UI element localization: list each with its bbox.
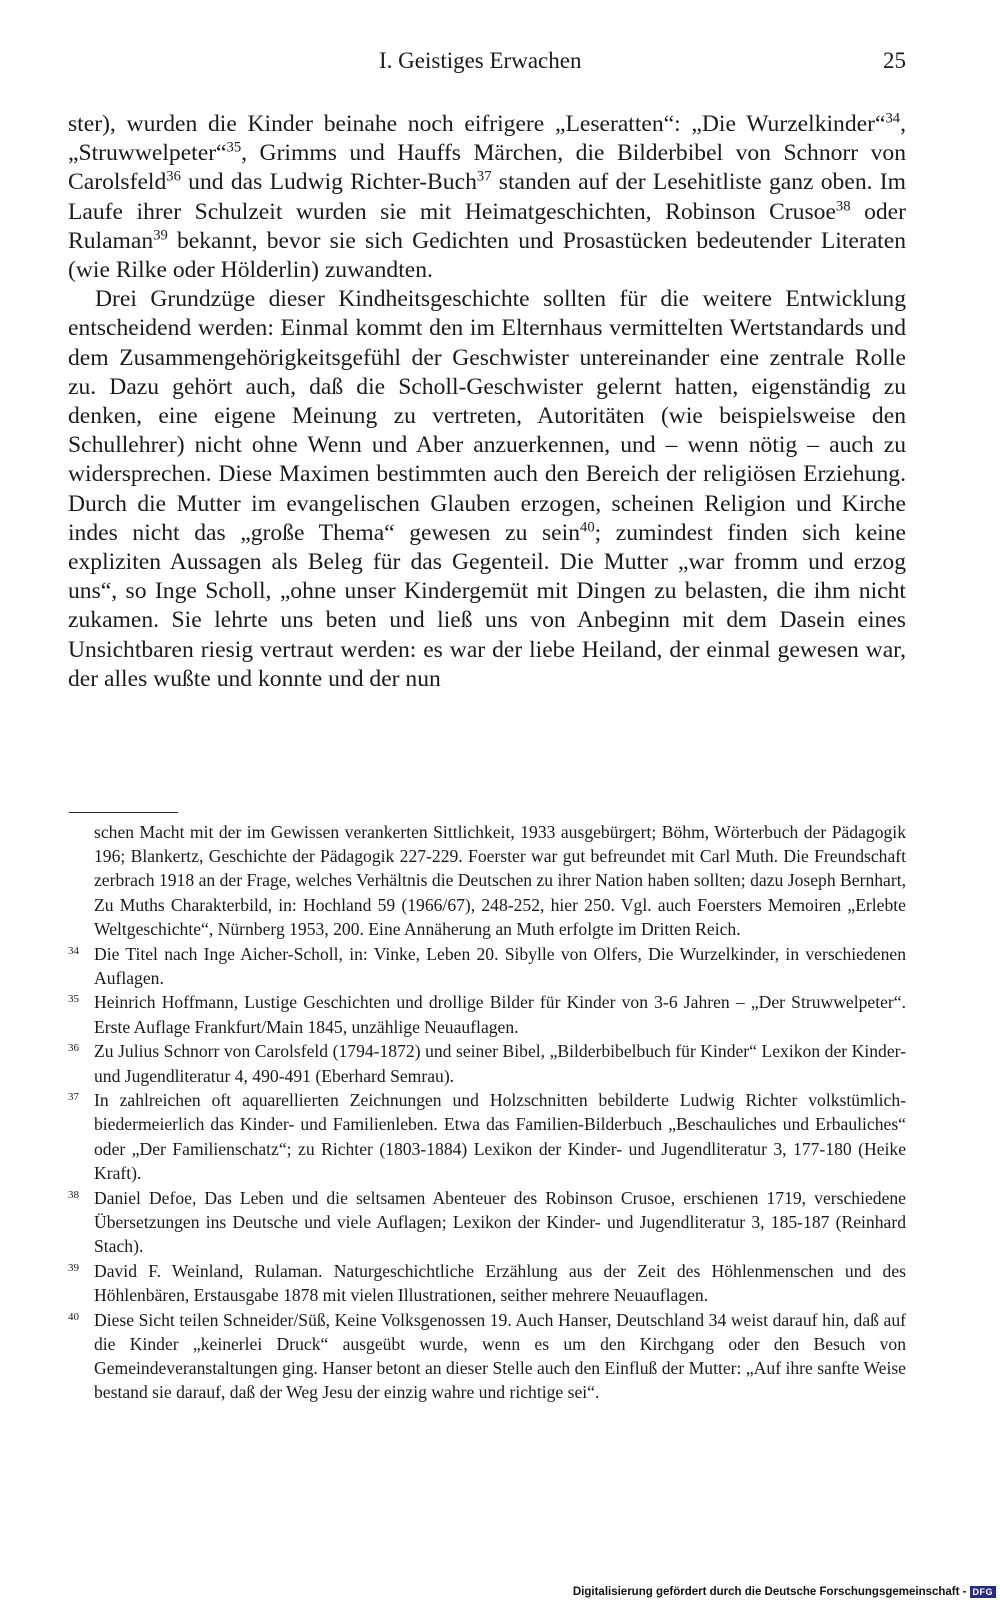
footnote-ref-37[interactable]: 37: [476, 168, 492, 185]
footnote-ref-35[interactable]: 35: [226, 139, 242, 156]
main-text: [68, 110, 906, 694]
footnote-text: Die Titel nach Inge Aicher-Scholl, in: Vinke, Leben 20. Sibylle von Olfers, Die Wurzelkinder, in verschiedenen Auflagen.: [94, 943, 906, 988]
footnote-number: 34: [68, 944, 79, 957]
footnote-text: In zahlreichen oft aquarellierten Zeichnungen und Holzschnitten bebilderte Ludwig Richter volkstümlich-biedermeierlich das Kinder- und Familienleben. Etwa das Familien-Bilderbuch „Beschauliches und Erbauliches“ oder „Der Familienschatz“; zu Richter (1803-1884) Lexikon der Kinder- und Jugendliteratur 3, 177-180 (Heike Kraft).: [94, 1090, 906, 1183]
footnote-40: [68, 1308, 906, 1405]
footnote-ref-40[interactable]: 40: [580, 519, 595, 536]
footnote-35: [68, 990, 906, 1038]
footnotes: [68, 820, 906, 1404]
footnote-34: [68, 942, 906, 990]
footnote-ref-39[interactable]: 39: [153, 227, 168, 244]
footnote-number: 39: [68, 1261, 79, 1274]
footnote-number: 37: [68, 1091, 79, 1104]
footnote-text: Diese Sicht teilen Schneider/Süß, Keine Volksgenossen 19. Auch Hanser, Deutschland 34 weist darauf hin, daß auf die Kinder „keinerlei Druck“ ausgeübt wurde, wenn es um den Kirchgang oder den Besuch von Gemeindeveranstaltungen ging. Hanser betont an dieser Stelle auch den Einfluß der Mutter: „Auf ihre sanfte Weise bestand sie darauf, daß der Weg Jesu der einzig wahre und richtige sei“.: [94, 1309, 906, 1403]
footnote-38: [68, 1186, 906, 1259]
footnote-ref-38[interactable]: 38: [835, 198, 851, 215]
footnote-ref-34[interactable]: 34: [885, 110, 901, 127]
funding-text: Digitalisierung gefördert durch die Deutsche Forschungsgemeinschaft -: [572, 1586, 967, 1598]
page-number: 25: [883, 48, 906, 73]
footnote-number: 40: [68, 1310, 79, 1323]
chapter-title: I. Geistiges Erwachen: [379, 48, 582, 73]
dfg-logo: DFG: [970, 1586, 997, 1598]
footnote-text: David F. Weinland, Rulaman. Naturgeschichtliche Erzählung aus der Zeit des Höhlenmenschen und des Höhlenbären, Erstausgabe 1878 mit vielen Illustrationen, seither mehrere Neuauflagen.: [94, 1260, 906, 1305]
footnote-text: schen Macht mit der im Gewissen verankerten Sittlichkeit, 1933 ausgebürgert; Böhm, Wörterbuch der Pädagogik 196; Blankertz, Geschichte der Pädagogik 227-229. Foerster war gut befreundet mit Carl Muth. Die Freundschaft zerbrach 1918 an der Frage, welches Verhältnis die Deutschen zu ihrer Nation haben sollten; dazu Joseph Bernhart, Zu Muths Charakterbild, in: Hochland 59 (1966/67), 248-252, hier 250. Vgl. auch Foersters Memoiren „Erlebte Weltgeschichte“, Nürnberg 1953, 200. Eine Annäherung an Muth erfolgte im Dritten Reich.: [94, 822, 906, 939]
footnote-number: 35: [68, 993, 79, 1006]
footnote-37: [68, 1088, 906, 1185]
footnote-36: [68, 1039, 906, 1087]
footnote-number: 38: [68, 1188, 79, 1201]
footnote-continuation: [68, 820, 906, 941]
paragraph-2: Drei Grundzüge dieser Kindheitsgeschichte sollten für die weitere Entwicklung entscheidend werden: Einmal kommt den im Elternhaus vermittelten Wertstandards und dem Zusammengehörigkeitsgefühl der Geschwister untereinander eine zentrale Rolle zu. Dazu gehört auch, daß die Scholl-Geschwister gelernt hatten, eigenständig zu denken, eine eigene Meinung zu vertreten, Autoritäten (wie beispielsweise den Schullehrer) nicht ohne Wenn und Aber anzuerkennen, und – wenn nötig – auch zu widersprechen. Diese Maximen bestimmten auch den Bereich der religiösen Erziehung. Durch die Mutter im evangelischen Glauben erzogen, scheinen Religion und Kirche indes nicht das „große Thema“ gewesen zu sein$^{40}$; zumindest finden sich keine expliziten Aussagen als Beleg für das Gegenteil. Die Mutter „war fromm und erzog uns“, so Inge Scholl, „ohne unser Kindergemüt mit Dingen zu belasten, die ihm nicht zukamen. Sie lehrte uns beten und ließ uns von Anbeginn mit dem Dasein eines Unsichtbaren riesig vertraut werden: es war der liebe Heiland, der einmal gewesen war, der alles wußte und konnte und der nun: [68, 286, 906, 692]
footnote-separator: [69, 812, 178, 813]
footnote-number: 36: [68, 1042, 79, 1055]
footnote-ref-36[interactable]: 36: [166, 168, 181, 185]
footnote-text: Heinrich Hoffmann, Lustige Geschichten und drollige Bilder für Kinder von 3-6 Jahren – „Der Struwwelpeter“. Erste Auflage Frankfurt/Main 1845, unzählige Neuauflagen.: [94, 992, 906, 1037]
footnote-text: Daniel Defoe, Das Leben und die seltsamen Abenteuer des Robinson Crusoe, erschienen 1719, verschiedene Übersetzungen ins Deutsche und viele Auflagen; Lexikon der Kinder- und Jugendliteratur 3, 185-187 (Reinhard Stach).: [94, 1187, 906, 1256]
running-header: [68, 48, 906, 82]
funding-note: [573, 1586, 996, 1598]
paragraph-1: ster), wurden die Kinder beinahe noch eifrigere „Leseratten“: „Die Wurzelkinder“$^{34}$, „Struwwelpeter“$^{35}$, Grimms und Hauffs Märchen, die Bilderbibel von Schnorr von Carolsfeld$^{36}$ und das Ludwig Richter-Buch$^{37}$ standen auf der Lesehitliste ganz oben. Im Laufe ihrer Schulzeit wurden sie mit Heimatgeschichten, Robinson Crusoe$^{38}$ oder Rulaman$^{39}$ bekannt, bevor sie sich Gedichten und Prosastücken bedeutender Literaten (wie Rilke oder Hölderlin) zuwandten.: [68, 110, 906, 284]
footnote-text: Zu Julius Schnorr von Carolsfeld (1794-1872) und seiner Bibel, „Bilderbibelbuch für Kinder“ Lexikon der Kinder- und Jugendliteratur 4, 490-491 (Eberhard Semrau).: [94, 1041, 906, 1086]
footnote-39: [68, 1259, 906, 1307]
